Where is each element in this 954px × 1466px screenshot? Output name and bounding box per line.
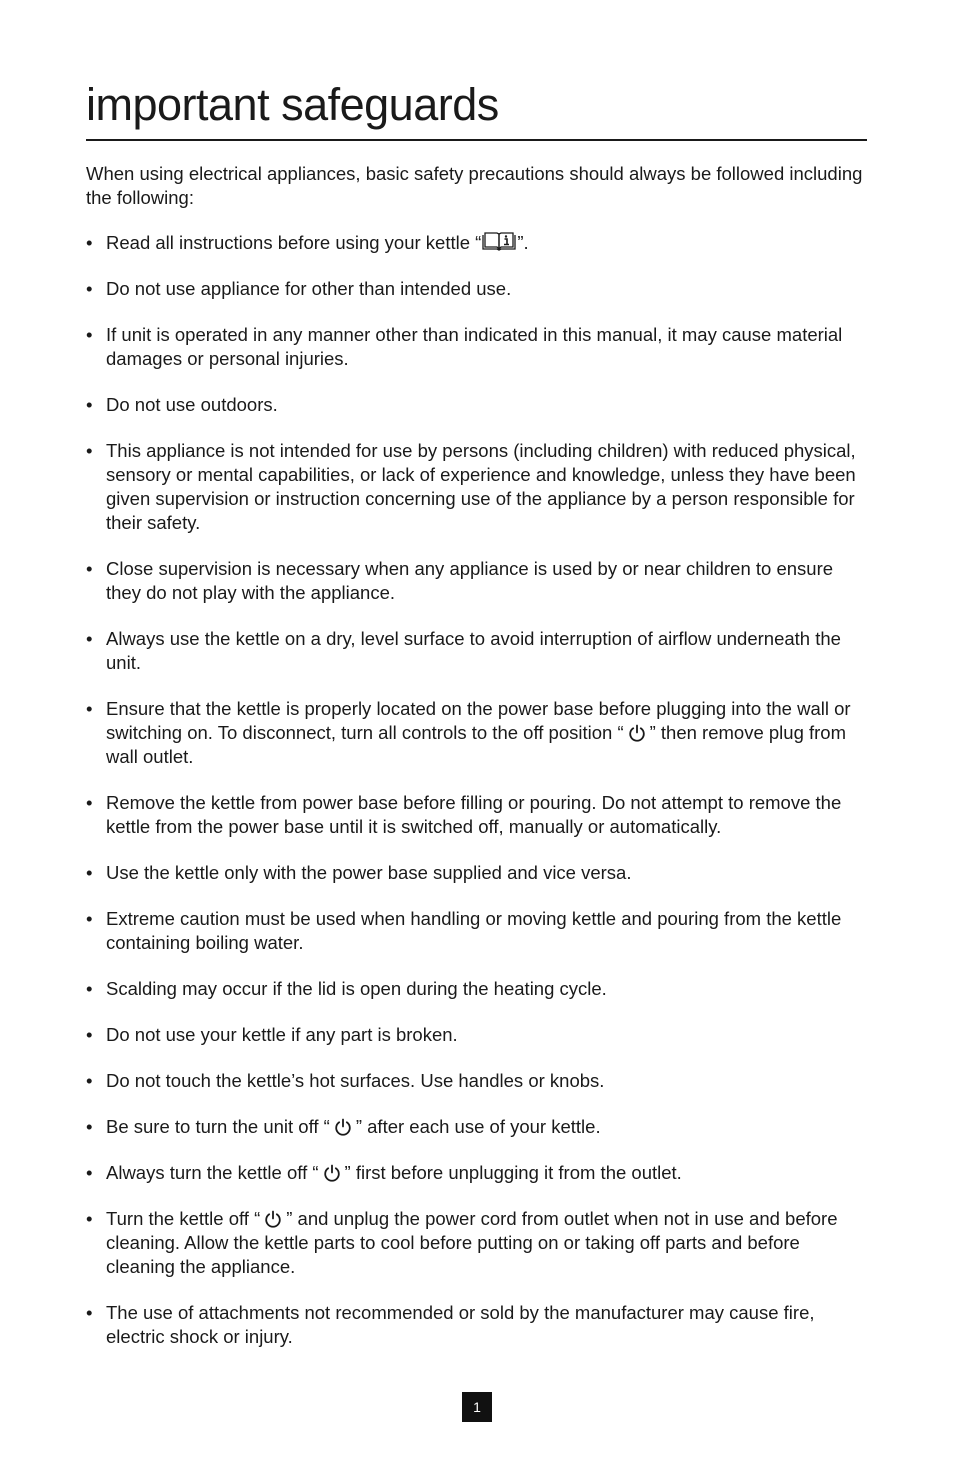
safeguard-item <box>86 1161 867 1185</box>
safeguard-text: ” then remove plug from wall outlet. <box>106 722 847 767</box>
power-icon <box>264 1210 282 1228</box>
safeguard-item: • Do not use your kettle if any part is broken. <box>86 1023 867 1047</box>
safeguard-item <box>86 1115 867 1139</box>
safeguard-item: • The use of attachments not recommended or sold by the manufacturer may cause fire, electric shock or injury. <box>86 1301 867 1349</box>
power-icon <box>334 1118 352 1136</box>
safeguard-item: • Do not use appliance for other than intended use. <box>86 277 867 301</box>
safeguard-text: Read all instructions before using your kettle “ <box>106 232 482 253</box>
safeguard-item: • Remove the kettle from power base before filling or pouring. Do not attempt to remove the kettle from the power base until it is switched off, manually or automatically. <box>86 791 867 839</box>
safeguard-item: • Always use the kettle on a dry, level surface to avoid interruption of airflow underneath the unit. <box>86 627 867 675</box>
safeguard-item: • Do not touch the kettle’s hot surfaces. Use handles or knobs. <box>86 1069 867 1093</box>
safeguard-text: ”. <box>517 232 529 253</box>
intro-paragraph: When using electrical appliances, basic safety precautions should always be followed including the following: <box>86 163 863 208</box>
title-rule <box>86 139 867 141</box>
page-title: important safeguards <box>86 79 499 130</box>
safeguard-item: • This appliance is not intended for use by persons (including children) with reduced physical, sensory or mental capabilities, or lack of experience and knowledge, unless they have been given supervision or instruction concerning use of the appliance by a person responsible for their safety. <box>86 439 867 535</box>
safeguard-item: • Scalding may occur if the lid is open during the heating cycle. <box>86 977 867 1001</box>
safeguard-text: Be sure to turn the unit off “ <box>106 1116 330 1137</box>
page-number: 1 <box>462 1392 492 1422</box>
safeguard-item: • Use the kettle only with the power base supplied and vice versa. <box>86 861 867 885</box>
safeguard-item: • Extreme caution must be used when handling or moving kettle and pouring from the kettle containing boiling water. <box>86 907 867 955</box>
safeguard-item: • If unit is operated in any manner other than indicated in this manual, it may cause material damages or personal injuries. <box>86 323 867 371</box>
safeguards-list <box>86 231 867 1371</box>
safeguard-item: • Close supervision is necessary when any appliance is used by or near children to ensure they do not play with the appliance. <box>86 557 867 605</box>
safeguard-text: Ensure that the kettle is properly located on the power base before plugging into the wall or switching on. To disconnect, turn all controls to the off position “ <box>106 698 851 743</box>
safeguard-text: ” and unplug the power cord from outlet when not in use and before cleaning. Allow the kettle parts to cool before putting on or taking off parts and before cleaning the appliance. <box>106 1208 838 1277</box>
safeguard-text: Always turn the kettle off “ <box>106 1162 319 1183</box>
safeguard-text: ” first before unplugging it from the outlet. <box>344 1162 682 1183</box>
safeguard-item <box>86 697 867 769</box>
safeguard-item: • Do not use outdoors. <box>86 393 867 417</box>
safeguard-item <box>86 1207 867 1279</box>
power-icon <box>323 1164 341 1182</box>
power-icon <box>628 724 646 742</box>
instruction-book-icon <box>482 231 516 251</box>
safeguard-text: ” after each use of your kettle. <box>355 1116 601 1137</box>
safeguard-item <box>86 231 867 255</box>
safeguard-text: Turn the kettle off “ <box>106 1208 261 1229</box>
